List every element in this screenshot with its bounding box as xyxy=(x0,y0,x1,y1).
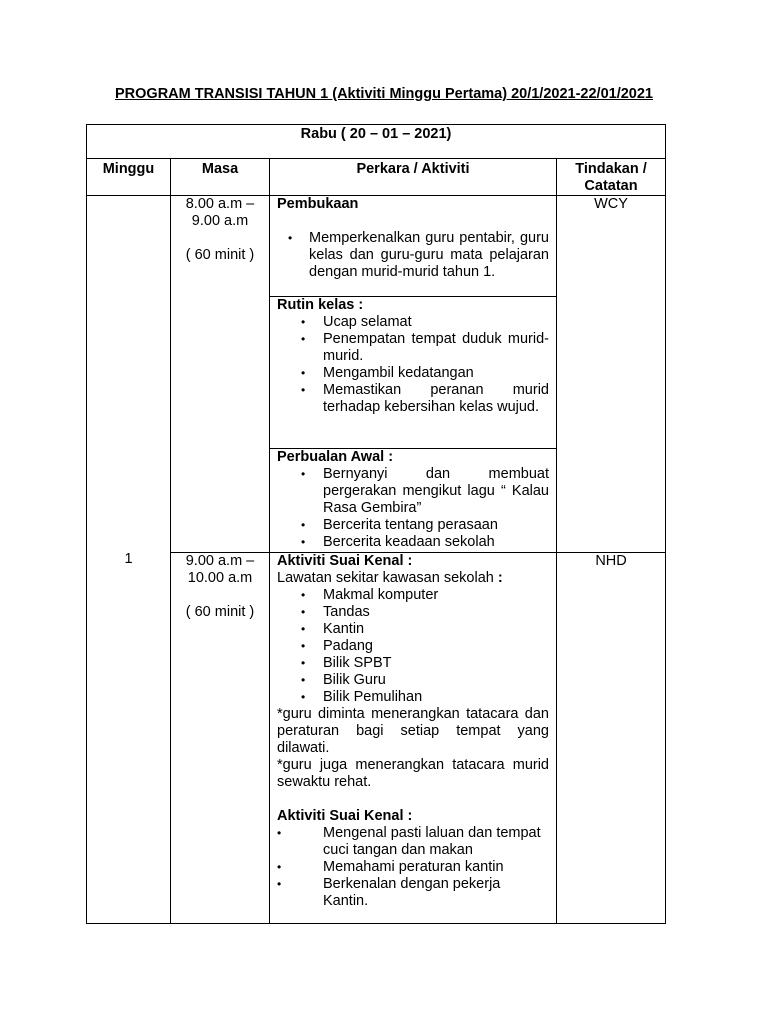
kantin-item: • Berkenalan dengan pekerja Kantin. xyxy=(277,876,501,909)
rutin-heading: Rutin kelas : xyxy=(277,297,364,313)
place-item: • Bilik SPBT xyxy=(323,655,549,672)
header-masa: Masa xyxy=(171,159,270,196)
rutin-item: • Memastikan peranan murid terhadap kebersihan kelas wujud. xyxy=(323,382,549,416)
header-row xyxy=(87,159,666,196)
perbualan-heading: Perbualan Awal : xyxy=(277,449,394,465)
guru-note-1: *guru diminta menerangkan tatacara dan peraturan bagi setiap tempat yang dilawati. xyxy=(277,706,549,756)
document-title: PROGRAM TRANSISI TAHUN 1 (Aktiviti Minggu Pertama) 20/1/2021-22/01/2021 xyxy=(115,86,653,102)
session1-row-pembukaan xyxy=(87,196,666,297)
place-item: • Kantin xyxy=(323,621,549,638)
rutin-list xyxy=(277,314,549,416)
bullet-icon: • xyxy=(277,860,282,874)
pembukaan-heading: Pembukaan xyxy=(277,196,359,212)
session1-pic: WCY xyxy=(594,196,628,212)
perbualan-item: • Bernyanyi dan membuat pergerakan mengikut lagu “ Kalau Rasa Gembira” xyxy=(323,466,549,517)
minggu-cell xyxy=(87,196,171,924)
place-item: • Bilik Pemulihan xyxy=(323,689,549,706)
rutin-item: • Ucap selamat xyxy=(323,314,549,331)
session2-row xyxy=(87,553,666,924)
session2-time-end: 10.00 a.m xyxy=(187,570,253,586)
session2-time-start: 9.00 a.m – xyxy=(185,553,255,569)
lawatan-text: Lawatan sekitar kawasan sekolah xyxy=(277,570,494,586)
schedule-table xyxy=(86,124,666,924)
guru-note-2: *guru juga menerangkan tatacara murid sewaktu rehat. xyxy=(277,757,549,790)
session1-duration: ( 60 minit ) xyxy=(185,247,255,263)
session1-time-cell xyxy=(171,196,270,553)
header-perkara: Perkara / Aktiviti xyxy=(270,159,557,196)
perbualan-cell xyxy=(270,449,557,553)
place-item: • Bilik Guru xyxy=(323,672,549,689)
session1-time-end: 9.00 a.m xyxy=(191,213,249,229)
session1-pic-cell xyxy=(557,196,666,553)
place-item: • Tandas xyxy=(323,604,549,621)
lawatan-line xyxy=(277,570,549,587)
kantin-list xyxy=(277,825,549,910)
place-item: • Makmal komputer xyxy=(323,587,549,604)
pembukaan-item: • Memperkenalkan guru pentabir, guru kelas dan guru-guru mata pelajaran dengan murid-murid tahun 1. xyxy=(309,230,549,281)
rutin-item: • Mengambil kedatangan xyxy=(323,365,549,382)
suai-kenal-heading-2: Aktiviti Suai Kenal : xyxy=(277,808,413,824)
perbualan-list xyxy=(277,466,549,551)
header-tindakan: Tindakan / Catatan xyxy=(557,159,666,196)
day-label: Rabu ( 20 – 01 – 2021) xyxy=(87,125,666,159)
place-item: • Padang xyxy=(323,638,549,655)
session2-pic: NHD xyxy=(595,553,627,569)
perbualan-item: • Bercerita keadaan sekolah xyxy=(323,534,549,551)
bullet-icon: • xyxy=(277,877,282,891)
lawatan-colon: : xyxy=(497,570,503,586)
session2-pic-cell xyxy=(557,553,666,924)
session1-time-start: 8.00 a.m – xyxy=(185,196,255,212)
rutin-cell xyxy=(270,297,557,449)
perbualan-item: • Bercerita tentang perasaan xyxy=(323,517,549,534)
rutin-item: • Penempatan tempat duduk murid-murid. xyxy=(323,331,549,365)
kantin-item: • Memahami peraturan kantin xyxy=(277,859,504,875)
session2-time-cell xyxy=(171,553,270,924)
pembukaan-list xyxy=(277,230,549,281)
session2-duration: ( 60 minit ) xyxy=(185,604,255,620)
minggu-value: 1 xyxy=(124,551,133,567)
suai-kenal-cell xyxy=(270,553,557,924)
pembukaan-cell xyxy=(270,196,557,297)
bullet-icon: • xyxy=(277,826,282,840)
places-list xyxy=(277,587,549,706)
kantin-item: • Mengenal pasti laluan dan tempat cuci tangan dan makan xyxy=(277,825,541,858)
day-row xyxy=(87,125,666,159)
suai-kenal-heading: Aktiviti Suai Kenal : xyxy=(277,553,413,569)
header-minggu: Minggu xyxy=(87,159,171,196)
